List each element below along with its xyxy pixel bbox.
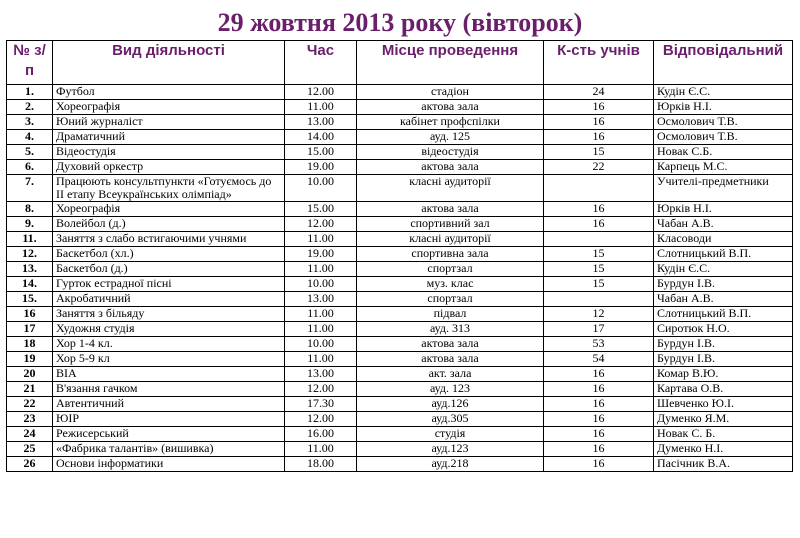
cell-time: 10.00: [285, 175, 357, 202]
cell-responsible: Чабан А.В.: [654, 292, 793, 307]
cell-place: муз. клас: [357, 277, 544, 292]
table-row: [7, 175, 793, 202]
cell-activity: Хор 5-9 кл: [53, 352, 285, 367]
table-row: [7, 382, 793, 397]
cell-num: 1.: [7, 85, 53, 100]
cell-responsible: Думенко Я.М.: [654, 412, 793, 427]
cell-activity: Хор 1-4 кл.: [53, 337, 285, 352]
cell-place: спортивний зал: [357, 217, 544, 232]
table-row: [7, 412, 793, 427]
cell-place: актова зала: [357, 202, 544, 217]
cell-time: 12.00: [285, 217, 357, 232]
cell-time: 11.00: [285, 307, 357, 322]
cell-time: 12.00: [285, 85, 357, 100]
cell-responsible: Бурдун І.В.: [654, 277, 793, 292]
cell-responsible: Осмолович Т.В.: [654, 115, 793, 130]
cell-place: класні аудиторії: [357, 232, 544, 247]
cell-count: 16: [544, 412, 654, 427]
cell-count: 16: [544, 367, 654, 382]
cell-place: ауд.305: [357, 412, 544, 427]
table-row: [7, 247, 793, 262]
cell-responsible: Кудін Є.С.: [654, 262, 793, 277]
cell-activity: Духовий оркестр: [53, 160, 285, 175]
cell-count: [544, 175, 654, 202]
table-row: [7, 277, 793, 292]
cell-time: 14.00: [285, 130, 357, 145]
cell-responsible: Слотницький В.П.: [654, 307, 793, 322]
header-responsible: Відповідальний: [654, 41, 793, 85]
cell-responsible: Новак С. Б.: [654, 427, 793, 442]
cell-num: 21: [7, 382, 53, 397]
cell-count: 15: [544, 277, 654, 292]
header-count: К-сть учнів: [544, 41, 654, 85]
cell-count: 53: [544, 337, 654, 352]
cell-place: спортивна зала: [357, 247, 544, 262]
cell-num: 6.: [7, 160, 53, 175]
table-row: [7, 442, 793, 457]
cell-time: 11.00: [285, 442, 357, 457]
cell-count: 17: [544, 322, 654, 337]
cell-time: 18.00: [285, 457, 357, 472]
cell-count: 12: [544, 307, 654, 322]
header-row: [7, 41, 793, 85]
cell-count: 16: [544, 100, 654, 115]
cell-num: 22: [7, 397, 53, 412]
cell-place: ауд. 313: [357, 322, 544, 337]
cell-time: 13.00: [285, 292, 357, 307]
cell-activity: ЮІР: [53, 412, 285, 427]
cell-count: 16: [544, 217, 654, 232]
cell-num: 24: [7, 427, 53, 442]
cell-num: 2.: [7, 100, 53, 115]
table-row: [7, 397, 793, 412]
cell-activity: Хореографія: [53, 202, 285, 217]
cell-place: ауд.218: [357, 457, 544, 472]
table-row: [7, 160, 793, 175]
cell-count: 16: [544, 202, 654, 217]
cell-responsible: Новак С.Б.: [654, 145, 793, 160]
cell-place: відеостудія: [357, 145, 544, 160]
cell-count: 16: [544, 397, 654, 412]
cell-place: спортзал: [357, 262, 544, 277]
cell-responsible: Юрків Н.І.: [654, 100, 793, 115]
cell-activity: Працюють консультпункти «Готуємось до ІІ етапу Всеукраїнських олімпіад»: [53, 175, 285, 202]
cell-num: 18: [7, 337, 53, 352]
cell-num: 26: [7, 457, 53, 472]
schedule-table: [6, 40, 793, 472]
cell-activity: Хореографія: [53, 100, 285, 115]
cell-num: 5.: [7, 145, 53, 160]
cell-count: 16: [544, 457, 654, 472]
cell-time: 10.00: [285, 337, 357, 352]
cell-place: актова зала: [357, 160, 544, 175]
cell-num: 12.: [7, 247, 53, 262]
cell-activity: «Фабрика талантів» (вишивка): [53, 442, 285, 457]
cell-place: ауд.123: [357, 442, 544, 457]
cell-num: 25: [7, 442, 53, 457]
cell-responsible: Картава О.В.: [654, 382, 793, 397]
cell-time: 12.00: [285, 412, 357, 427]
cell-count: 16: [544, 130, 654, 145]
cell-time: 12.00: [285, 382, 357, 397]
cell-num: 3.: [7, 115, 53, 130]
cell-activity: Відеостудія: [53, 145, 285, 160]
cell-responsible: Учителі-предметники: [654, 175, 793, 202]
cell-responsible: Осмолович Т.В.: [654, 130, 793, 145]
cell-num: 17: [7, 322, 53, 337]
cell-count: 16: [544, 382, 654, 397]
cell-time: 15.00: [285, 202, 357, 217]
table-row: [7, 337, 793, 352]
cell-activity: Художня студія: [53, 322, 285, 337]
cell-responsible: Юрків Н.І.: [654, 202, 793, 217]
cell-count: 16: [544, 442, 654, 457]
cell-activity: Акробатичний: [53, 292, 285, 307]
cell-place: актова зала: [357, 100, 544, 115]
cell-count: [544, 232, 654, 247]
cell-count: [544, 292, 654, 307]
cell-count: 24: [544, 85, 654, 100]
cell-count: 15: [544, 262, 654, 277]
header-num: № з/п: [7, 41, 53, 85]
cell-count: 16: [544, 427, 654, 442]
table-row: [7, 292, 793, 307]
cell-count: 16: [544, 115, 654, 130]
cell-time: 11.00: [285, 262, 357, 277]
cell-num: 7.: [7, 175, 53, 202]
cell-activity: ВІА: [53, 367, 285, 382]
cell-place: студія: [357, 427, 544, 442]
cell-num: 11.: [7, 232, 53, 247]
cell-responsible: Бурдун І.В.: [654, 352, 793, 367]
cell-time: 11.00: [285, 352, 357, 367]
cell-responsible: Шевченко Ю.І.: [654, 397, 793, 412]
cell-count: 22: [544, 160, 654, 175]
cell-time: 11.00: [285, 322, 357, 337]
table-row: [7, 307, 793, 322]
cell-responsible: Комар В.Ю.: [654, 367, 793, 382]
cell-responsible: Пасічник В.А.: [654, 457, 793, 472]
table-row: [7, 145, 793, 160]
cell-responsible: Кудін Є.С.: [654, 85, 793, 100]
table-row: [7, 85, 793, 100]
cell-count: 15: [544, 145, 654, 160]
table-row: [7, 217, 793, 232]
cell-num: 19: [7, 352, 53, 367]
cell-activity: Автентичний: [53, 397, 285, 412]
cell-place: ауд. 125: [357, 130, 544, 145]
header-time: Час: [285, 41, 357, 85]
cell-activity: Режисерський: [53, 427, 285, 442]
table-body: [7, 85, 793, 472]
cell-time: 13.00: [285, 367, 357, 382]
cell-activity: Заняття з більяду: [53, 307, 285, 322]
cell-num: 16: [7, 307, 53, 322]
cell-num: 15.: [7, 292, 53, 307]
cell-place: акт. зала: [357, 367, 544, 382]
cell-activity: В'язання гачком: [53, 382, 285, 397]
table-row: [7, 457, 793, 472]
table-row: [7, 100, 793, 115]
header-activity: Вид діяльності: [53, 41, 285, 85]
table-row: [7, 352, 793, 367]
cell-activity: Заняття з слабо встигаючими учнями: [53, 232, 285, 247]
cell-num: 8.: [7, 202, 53, 217]
cell-num: 4.: [7, 130, 53, 145]
table-row: [7, 322, 793, 337]
cell-activity: Драматичний: [53, 130, 285, 145]
cell-responsible: Класоводи: [654, 232, 793, 247]
table-row: [7, 232, 793, 247]
cell-place: спортзал: [357, 292, 544, 307]
cell-time: 19.00: [285, 160, 357, 175]
cell-responsible: Сиротюк Н.О.: [654, 322, 793, 337]
cell-responsible: Карпець М.С.: [654, 160, 793, 175]
cell-activity: Баскетбол (хл.): [53, 247, 285, 262]
cell-activity: Юний журналіст: [53, 115, 285, 130]
cell-place: кабінет профспілки: [357, 115, 544, 130]
cell-num: 20: [7, 367, 53, 382]
cell-place: актова зала: [357, 337, 544, 352]
table-row: [7, 202, 793, 217]
cell-responsible: Думенко Н.І.: [654, 442, 793, 457]
cell-place: ауд.126: [357, 397, 544, 412]
cell-activity: Гурток естрадної пісні: [53, 277, 285, 292]
cell-responsible: Бурдун І.В.: [654, 337, 793, 352]
table-row: [7, 427, 793, 442]
cell-activity: Футбол: [53, 85, 285, 100]
cell-place: класні аудиторії: [357, 175, 544, 202]
cell-place: ауд. 123: [357, 382, 544, 397]
cell-time: 15.00: [285, 145, 357, 160]
table-row: [7, 115, 793, 130]
cell-num: 13.: [7, 262, 53, 277]
header-place: Місце проведення: [357, 41, 544, 85]
table-row: [7, 367, 793, 382]
cell-time: 11.00: [285, 232, 357, 247]
cell-time: 10.00: [285, 277, 357, 292]
cell-time: 17.30: [285, 397, 357, 412]
cell-place: стадіон: [357, 85, 544, 100]
cell-num: 23: [7, 412, 53, 427]
cell-responsible: Слотницький В.П.: [654, 247, 793, 262]
page-title: 29 жовтня 2013 року (вівторок): [217, 8, 583, 37]
cell-place: підвал: [357, 307, 544, 322]
cell-time: 16.00: [285, 427, 357, 442]
cell-activity: Основи інформатики: [53, 457, 285, 472]
cell-num: 9.: [7, 217, 53, 232]
cell-place: актова зала: [357, 352, 544, 367]
table-row: [7, 262, 793, 277]
cell-activity: Баскетбол (д.): [53, 262, 285, 277]
cell-num: 14.: [7, 277, 53, 292]
cell-activity: Волейбол (д.): [53, 217, 285, 232]
cell-responsible: Чабан А.В.: [654, 217, 793, 232]
cell-time: 19.00: [285, 247, 357, 262]
cell-count: 15: [544, 247, 654, 262]
cell-time: 11.00: [285, 100, 357, 115]
cell-count: 54: [544, 352, 654, 367]
table-row: [7, 130, 793, 145]
cell-time: 13.00: [285, 115, 357, 130]
